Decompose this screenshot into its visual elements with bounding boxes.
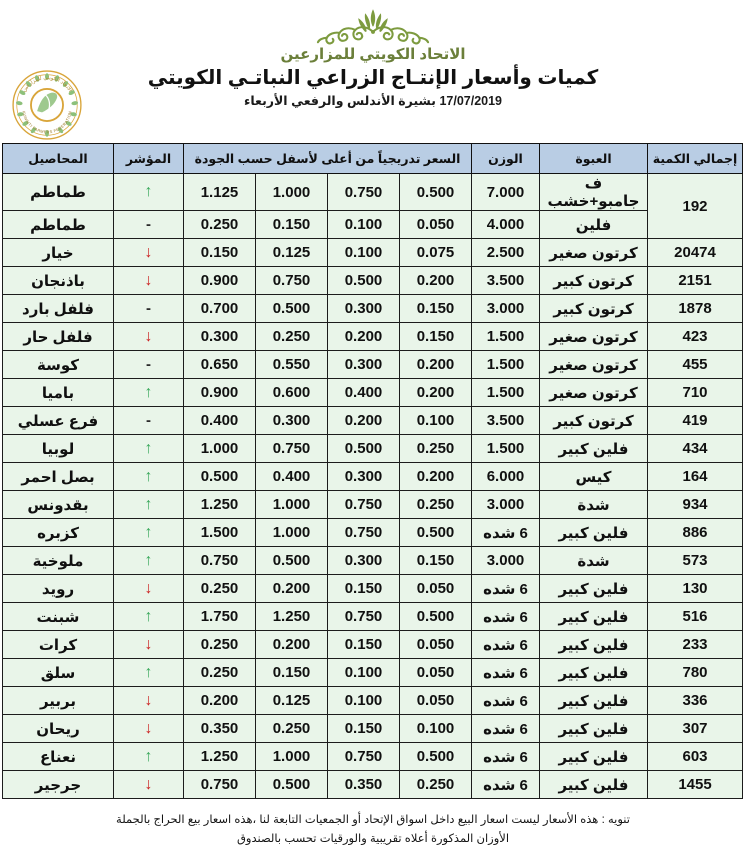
cell-indicator-down (114, 239, 184, 267)
cell-price-2: 0.150 (328, 575, 400, 603)
arrow-down-icon: ↓ (144, 327, 153, 345)
cell-price-3: 1.000 (256, 174, 328, 211)
cell-weight: 7.000 (472, 174, 540, 211)
cell-package: فلين كبير (540, 575, 648, 603)
table-row (3, 435, 743, 463)
cell-indicator-flat (114, 351, 184, 379)
cell-price-2: 0.100 (328, 687, 400, 715)
cell-crop-name: خيار (3, 239, 114, 267)
cell-weight: 6 شده (472, 659, 540, 687)
table-header-row (3, 144, 743, 174)
cell-package: شدة (540, 491, 648, 519)
cell-indicator-up (114, 659, 184, 687)
table-row (3, 351, 743, 379)
cell-weight: 6 شده (472, 519, 540, 547)
table-row (3, 239, 743, 267)
cell-crop-name: ملوخية (3, 547, 114, 575)
cell-price-1: 0.150 (400, 323, 472, 351)
cell-price-1: 0.100 (400, 715, 472, 743)
cell-total-qty: 780 (648, 659, 743, 687)
cell-price-4: 0.250 (184, 575, 256, 603)
cell-total-qty: 192 (648, 174, 743, 239)
cell-indicator-up (114, 174, 184, 211)
cell-total-qty: 710 (648, 379, 743, 407)
cell-total-qty: 455 (648, 351, 743, 379)
cell-price-4: 0.300 (184, 323, 256, 351)
table-row (3, 715, 743, 743)
column-header-crop: المحاصيل (3, 144, 114, 174)
cell-weight: 1.500 (472, 435, 540, 463)
page-subtitle (0, 93, 746, 109)
arrow-up-icon: ↑ (144, 607, 153, 625)
table-row (3, 519, 743, 547)
cell-price-3: 0.150 (256, 659, 328, 687)
cell-indicator-down (114, 771, 184, 799)
cell-crop-name: جرجير (3, 771, 114, 799)
arrow-down-icon: ↓ (144, 271, 153, 289)
cell-price-4: 0.250 (184, 631, 256, 659)
organization-name: الاتحاد الكويتي للمزارعين (280, 46, 466, 63)
cell-price-1: 0.050 (400, 631, 472, 659)
cell-crop-name: فلفل بارد (3, 295, 114, 323)
cell-total-qty: 573 (648, 547, 743, 575)
arrow-up-icon: ↑ (144, 747, 153, 765)
prices-table-container (3, 143, 743, 799)
cell-price-4: 1.750 (184, 603, 256, 631)
dash-flat-icon: - (146, 216, 151, 233)
cell-package: كرتون كبير (540, 267, 648, 295)
arrow-up-icon: ↑ (144, 551, 153, 569)
cell-indicator-down (114, 323, 184, 351)
cell-indicator-up (114, 547, 184, 575)
cell-indicator-up (114, 491, 184, 519)
cell-price-4: 0.900 (184, 267, 256, 295)
cell-price-2: 0.100 (328, 239, 400, 267)
cell-crop-name: كزبره (3, 519, 114, 547)
cell-package: فلين كبير (540, 435, 648, 463)
cell-total-qty: 886 (648, 519, 743, 547)
cell-weight: 2.500 (472, 239, 540, 267)
table-row (3, 575, 743, 603)
cell-total-qty: 130 (648, 575, 743, 603)
cell-package: فلين كبير (540, 631, 648, 659)
cell-weight: 1.500 (472, 323, 540, 351)
table-row (3, 379, 743, 407)
cell-crop-name: بقدونس (3, 491, 114, 519)
cell-price-2: 0.750 (328, 519, 400, 547)
cell-price-2: 0.750 (328, 491, 400, 519)
cell-price-2: 0.100 (328, 211, 400, 239)
arrow-up-icon: ↑ (144, 467, 153, 485)
cell-price-3: 0.150 (256, 211, 328, 239)
cell-crop-name: كرات (3, 631, 114, 659)
cell-crop-name: كوسة (3, 351, 114, 379)
cell-total-qty: 603 (648, 743, 743, 771)
cell-crop-name: ريحان (3, 715, 114, 743)
cell-price-1: 0.250 (400, 491, 472, 519)
cell-indicator-up (114, 519, 184, 547)
cell-price-4: 0.200 (184, 687, 256, 715)
cell-price-4: 0.750 (184, 547, 256, 575)
cell-price-2: 0.200 (328, 407, 400, 435)
cell-price-1: 0.200 (400, 379, 472, 407)
cell-price-3: 0.500 (256, 547, 328, 575)
price-bulletin-page (0, 6, 746, 856)
table-row (3, 743, 743, 771)
svg-text:KUWAITI FARMERS FEDERATION: KUWAITI FARMERS FEDERATION (21, 110, 73, 135)
cell-indicator-up (114, 435, 184, 463)
cell-price-3: 0.125 (256, 687, 328, 715)
cell-weight: 3.500 (472, 407, 540, 435)
cell-weight: 1.500 (472, 379, 540, 407)
cell-price-4: 0.900 (184, 379, 256, 407)
cell-price-4: 0.650 (184, 351, 256, 379)
cell-indicator-flat (114, 407, 184, 435)
cell-price-2: 0.400 (328, 379, 400, 407)
cell-weight: 3.000 (472, 547, 540, 575)
column-header-weight: الوزن (472, 144, 540, 174)
cell-indicator-up (114, 743, 184, 771)
cell-weight: 3.000 (472, 295, 540, 323)
cell-package: كرتون كبير (540, 295, 648, 323)
cell-total-qty: 934 (648, 491, 743, 519)
cell-price-2: 0.750 (328, 174, 400, 211)
cell-price-4: 0.700 (184, 295, 256, 323)
cell-price-3: 1.000 (256, 743, 328, 771)
cell-weight: 6 شده (472, 575, 540, 603)
cell-price-1: 0.200 (400, 463, 472, 491)
cell-crop-name: باذنجان (3, 267, 114, 295)
cell-indicator-down (114, 687, 184, 715)
cell-package: فلين كبير (540, 771, 648, 799)
cell-price-3: 0.200 (256, 631, 328, 659)
cell-price-3: 0.750 (256, 435, 328, 463)
table-row (3, 771, 743, 799)
cell-package: فلين كبير (540, 687, 648, 715)
arrow-down-icon: ↓ (144, 635, 153, 653)
cell-crop-name: نعناع (3, 743, 114, 771)
cell-price-3: 0.500 (256, 771, 328, 799)
cell-price-4: 0.250 (184, 211, 256, 239)
cell-price-4: 1.250 (184, 743, 256, 771)
bulletin-date: 17/07/2019 (439, 94, 503, 108)
cell-package: فلين كبير (540, 519, 648, 547)
cell-price-3: 0.550 (256, 351, 328, 379)
column-header-price-group: السعر تدريجياً من أعلى لأسفل حسب الجودة (184, 144, 472, 174)
cell-price-1: 0.150 (400, 547, 472, 575)
cell-price-2: 0.500 (328, 267, 400, 295)
cell-total-qty: 307 (648, 715, 743, 743)
cell-price-3: 0.250 (256, 323, 328, 351)
cell-package: فلين كبير (540, 659, 648, 687)
cell-weight: 6 شده (472, 631, 540, 659)
table-row (3, 491, 743, 519)
cell-package: فلين كبير (540, 743, 648, 771)
column-header-package: العبوة (540, 144, 648, 174)
cell-total-qty: 20474 (648, 239, 743, 267)
cell-weight: 6.000 (472, 463, 540, 491)
cell-indicator-up (114, 463, 184, 491)
cell-crop-name: طماطم (3, 174, 114, 211)
table-row (3, 603, 743, 631)
arrow-down-icon: ↓ (144, 243, 153, 261)
cell-crop-name: بربير (3, 687, 114, 715)
table-row (3, 174, 743, 211)
cell-price-3: 1.000 (256, 519, 328, 547)
cell-total-qty: 164 (648, 463, 743, 491)
arrow-up-icon: ↑ (144, 183, 153, 200)
arrow-up-icon: ↑ (144, 495, 153, 513)
table-row (3, 295, 743, 323)
arrow-down-icon: ↓ (144, 579, 153, 597)
cell-price-2: 0.150 (328, 631, 400, 659)
table-row (3, 323, 743, 351)
cell-total-qty: 434 (648, 435, 743, 463)
cell-price-1: 0.500 (400, 519, 472, 547)
cell-price-3: 0.250 (256, 715, 328, 743)
cell-price-4: 0.400 (184, 407, 256, 435)
cell-crop-name: فلفل حار (3, 323, 114, 351)
column-header-indicator: المؤشر (114, 144, 184, 174)
cell-weight: 1.500 (472, 351, 540, 379)
cell-price-3: 0.400 (256, 463, 328, 491)
cell-price-4: 0.500 (184, 463, 256, 491)
cell-price-3: 0.300 (256, 407, 328, 435)
cell-indicator-down (114, 715, 184, 743)
cell-total-qty: 233 (648, 631, 743, 659)
cell-indicator-up (114, 379, 184, 407)
cell-package: كيس (540, 463, 648, 491)
cell-price-3: 0.600 (256, 379, 328, 407)
cell-price-3: 1.000 (256, 491, 328, 519)
document-footer (0, 812, 746, 848)
cell-price-1: 0.150 (400, 295, 472, 323)
cell-crop-name: لوبيا (3, 435, 114, 463)
page-title: كميات وأسعار الإنتـاج الزراعي النباتـي الكويتي (147, 67, 599, 89)
cell-total-qty: 1455 (648, 771, 743, 799)
cell-price-1: 0.250 (400, 771, 472, 799)
cell-price-4: 1.500 (184, 519, 256, 547)
cell-total-qty: 1878 (648, 295, 743, 323)
cell-price-3: 0.750 (256, 267, 328, 295)
cell-package: كرتون صغير (540, 351, 648, 379)
table-row (3, 547, 743, 575)
cell-price-2: 0.300 (328, 295, 400, 323)
cell-price-1: 0.500 (400, 174, 472, 211)
floral-flourish-ornament (314, 6, 432, 48)
cell-weight: 3.500 (472, 267, 540, 295)
document-header (0, 6, 746, 143)
arrow-down-icon: ↓ (144, 719, 153, 737)
cell-indicator-up (114, 603, 184, 631)
cell-price-4: 0.150 (184, 239, 256, 267)
cell-package: كرتون صغير (540, 239, 648, 267)
cell-price-3: 0.200 (256, 575, 328, 603)
cell-price-4: 1.000 (184, 435, 256, 463)
column-header-total-qty: إجمالي الكمية (648, 144, 743, 174)
arrow-down-icon: ↓ (144, 775, 153, 793)
cell-price-4: 1.250 (184, 491, 256, 519)
cell-crop-name: فرع عسلي (3, 407, 114, 435)
cell-price-4: 0.250 (184, 659, 256, 687)
kuwaiti-farmers-federation-seal (8, 68, 86, 142)
cell-crop-name: بصل احمر (3, 463, 114, 491)
cell-price-1: 0.250 (400, 435, 472, 463)
arrow-up-icon: ↑ (144, 663, 153, 681)
cell-indicator-flat (114, 211, 184, 239)
cell-price-2: 0.350 (328, 771, 400, 799)
cell-package: فلين (540, 211, 648, 239)
cell-package: كرتون كبير (540, 407, 648, 435)
cell-crop-name: رويد (3, 575, 114, 603)
cell-price-1: 0.075 (400, 239, 472, 267)
cell-price-4: 0.750 (184, 771, 256, 799)
cell-price-1: 0.500 (400, 603, 472, 631)
cell-indicator-flat (114, 295, 184, 323)
cell-weight: 6 شده (472, 743, 540, 771)
cell-indicator-down (114, 267, 184, 295)
table-row (3, 211, 743, 239)
cell-price-1: 0.050 (400, 211, 472, 239)
cell-price-2: 0.200 (328, 323, 400, 351)
table-row (3, 687, 743, 715)
cell-package: فلين كبير (540, 603, 648, 631)
dash-flat-icon: - (146, 356, 151, 373)
cell-price-2: 0.300 (328, 463, 400, 491)
cell-price-1: 0.050 (400, 659, 472, 687)
cell-price-1: 0.500 (400, 743, 472, 771)
cell-price-2: 0.300 (328, 351, 400, 379)
cell-price-4: 1.125 (184, 174, 256, 211)
dash-flat-icon: - (146, 412, 151, 429)
cell-crop-name: شبنت (3, 603, 114, 631)
cell-indicator-down (114, 631, 184, 659)
cell-total-qty: 419 (648, 407, 743, 435)
cell-indicator-down (114, 575, 184, 603)
cell-weight: 6 شده (472, 603, 540, 631)
table-row (3, 463, 743, 491)
cell-price-3: 1.250 (256, 603, 328, 631)
cell-price-1: 0.100 (400, 407, 472, 435)
cell-price-1: 0.200 (400, 267, 472, 295)
footer-note-weights: الأوزان المذكورة أعلاه تقريبية والورقيات تحسب بالصندوق (236, 833, 510, 845)
arrow-up-icon: ↑ (144, 523, 153, 541)
cell-weight: 3.000 (472, 491, 540, 519)
cell-price-2: 0.100 (328, 659, 400, 687)
cell-price-1: 0.050 (400, 687, 472, 715)
cell-price-2: 0.500 (328, 435, 400, 463)
cell-price-4: 0.350 (184, 715, 256, 743)
cell-weight: 6 شده (472, 771, 540, 799)
cell-package: ف جامبو+خشب (540, 174, 648, 211)
cell-package: كرتون صغير (540, 379, 648, 407)
prices-table (2, 143, 743, 799)
svg-text:الاتحاد الكويتي للمزارعين: الاتحاد الكويتي للمزارعين (21, 75, 73, 94)
dash-flat-icon: - (146, 300, 151, 317)
arrow-up-icon: ↑ (144, 439, 153, 457)
cell-total-qty: 516 (648, 603, 743, 631)
cell-crop-name: باميا (3, 379, 114, 407)
cell-package: شدة (540, 547, 648, 575)
cell-price-3: 0.125 (256, 239, 328, 267)
cell-crop-name: سلق (3, 659, 114, 687)
cell-price-1: 0.200 (400, 351, 472, 379)
cell-package: كرتون صغير (540, 323, 648, 351)
cell-price-2: 0.750 (328, 743, 400, 771)
cell-total-qty: 2151 (648, 267, 743, 295)
cell-price-2: 0.300 (328, 547, 400, 575)
table-row (3, 659, 743, 687)
table-body (3, 174, 743, 799)
cell-crop-name: طماطم (3, 211, 114, 239)
table-row (3, 407, 743, 435)
cell-total-qty: 423 (648, 323, 743, 351)
arrow-down-icon: ↓ (144, 691, 153, 709)
arrow-up-icon: ↑ (144, 383, 153, 401)
bulletin-location: بشيرة الأندلس والرفعي الأربعاء (243, 94, 436, 108)
footer-note-prices: تنويه : هذه الأسعار ليست اسعار البيع داخل اسواق الإتحاد أو الجمعيات التابعة لنا ،هذه اسعار بيع الحراج بالجملة (116, 814, 630, 826)
table-row (3, 267, 743, 295)
cell-price-3: 0.500 (256, 295, 328, 323)
cell-weight: 4.000 (472, 211, 540, 239)
cell-price-2: 0.150 (328, 715, 400, 743)
cell-weight: 6 شده (472, 687, 540, 715)
cell-price-1: 0.050 (400, 575, 472, 603)
cell-price-2: 0.750 (328, 603, 400, 631)
cell-package: فلين كبير (540, 715, 648, 743)
cell-weight: 6 شده (472, 715, 540, 743)
table-row (3, 631, 743, 659)
cell-total-qty: 336 (648, 687, 743, 715)
